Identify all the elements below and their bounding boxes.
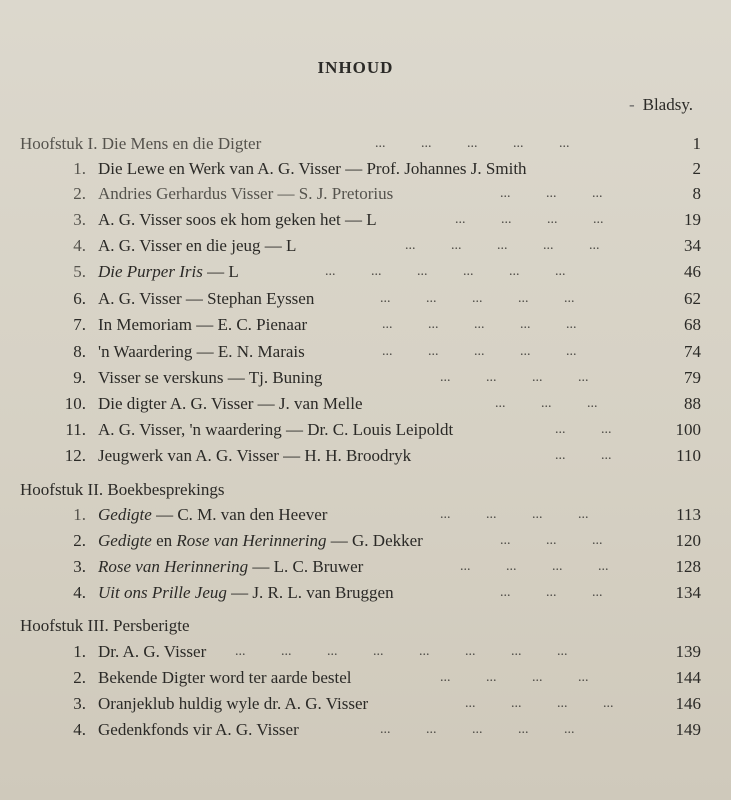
- toc-entry: 7. In Memoriam — E. C. Pienaar ... ... ... ... ... 68: [73, 315, 701, 334]
- toc-entry: 4. Gedenkfonds vir A. G. Visser ... ... ... ... ... 149: [73, 720, 701, 739]
- toc-entry: 1. Dr. A. G. Visser ... ... ... ... ... ... ... ... 139: [73, 642, 701, 661]
- toc-entry: 9. Visser se verskuns — Tj. Buning ... ... ... ... 79: [73, 368, 701, 387]
- toc-entry: 4. Uit ons Prille Jeug — J. R. L. van Bruggen ... ... ... 134: [73, 583, 701, 602]
- toc-entry: 4. A. G. Visser en die jeug — L ... ... ... ... ... 34: [73, 236, 701, 255]
- chapter-heading: Hoofstuk II. Boekbesprekings: [20, 480, 225, 499]
- toc-entry: 2. Bekende Digter word ter aarde bestel ... ... ... ... 144: [73, 668, 701, 687]
- toc-entry: 2. Gedigte en Rose van Herinnering — G. Dekker ... ... ... 120: [73, 531, 701, 550]
- toc-entry: 1. Die Lewe en Werk van A. G. Visser — Prof. Johannes J. Smith 2: [73, 159, 701, 178]
- toc-entry: 12. Jeugwerk van A. G. Visser — H. H. Broodryk ... ... 110: [64, 446, 701, 465]
- toc-entry: 5. Die Purper Iris — L ... ... ... ... ... ... 46: [73, 262, 701, 281]
- page-column-header: - Bladsy.: [628, 95, 693, 114]
- toc-entry: 3. A. G. Visser soos ek hom geken het — L ... ... ... ... 19: [73, 210, 701, 229]
- toc-entry: 8. 'n Waardering — E. N. Marais ... ... ... ... ... 74: [73, 342, 701, 361]
- toc-entry: 3. Oranjeklub huldig wyle dr. A. G. Visser ... ... ... ... 146: [73, 694, 701, 713]
- chapter-heading: Hoofstuk I. Die Mens en die Digter ... ... ... ... ... 1: [20, 134, 701, 153]
- toc-entry: 6. A. G. Visser — Stephan Eyssen ... ... ... ... ... 62: [73, 289, 701, 308]
- toc-entry: 10. Die digter A. G. Visser — J. van Melle ... ... ... 88: [64, 394, 701, 413]
- toc-entry: 1. Gedigte — C. M. van den Heever ... ... ... ... 113: [73, 505, 701, 524]
- toc-entry: 3. Rose van Herinnering — L. C. Bruwer ... ... ... ... 128: [73, 557, 701, 576]
- page-title: INHOUD: [317, 58, 394, 77]
- chapter-heading: Hoofstuk III. Persberigte: [20, 616, 190, 635]
- toc-entry: 11. A. G. Visser, 'n waardering — Dr. C. Louis Leipoldt ... ... 100: [65, 420, 701, 439]
- toc-entry: 2. Andries Gerhardus Visser — S. J. Pretorius ... ... ... 8: [73, 184, 701, 203]
